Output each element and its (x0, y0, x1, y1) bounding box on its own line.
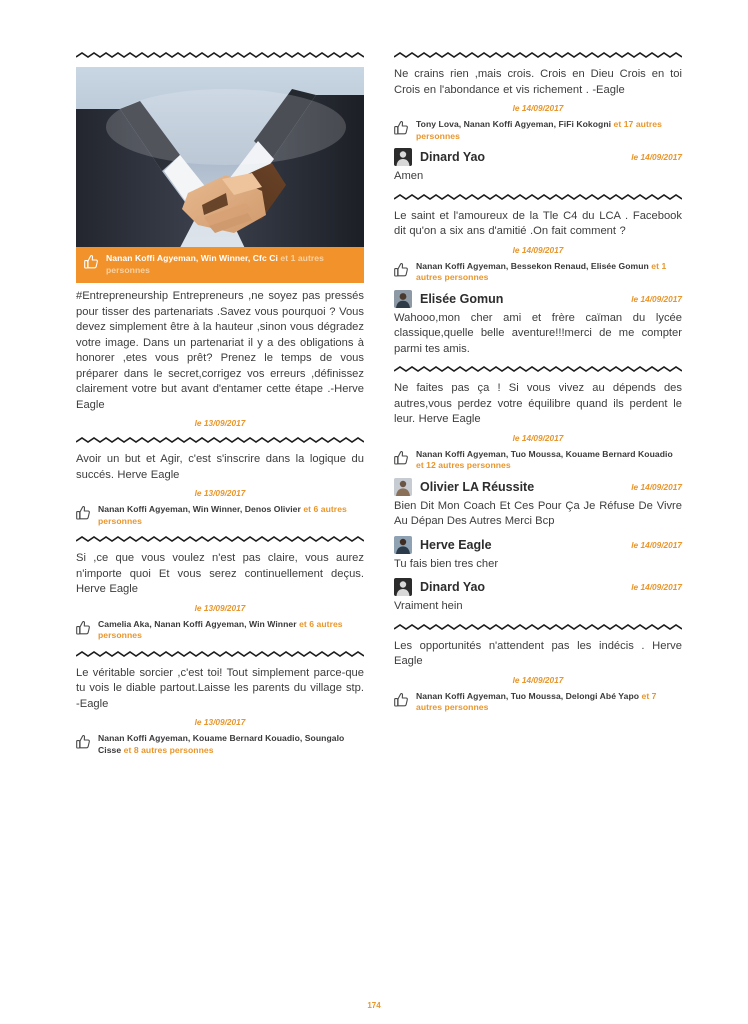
page-number: 174 (367, 1001, 381, 1010)
comment-text: Wahooo,mon cher ami et frère caïman du lycée classique,quelle belle aventure!!!merci de me compter parmi tes amis. (394, 311, 682, 355)
post-text: Le véritable sorcier ,c'est toi! Tout simplement parce-que tu vois le diable partout.Laisse les parents du village stp. -Eagle (76, 666, 364, 710)
comment (394, 478, 682, 530)
thumbs-up-icon (394, 692, 409, 708)
thumbs-up-icon (394, 262, 409, 278)
likes-row (76, 504, 364, 527)
post-date: le 14/09/2017 (512, 432, 564, 443)
post-text: #Entrepreneurship Entrepreneurs ,ne soyez pas pressés pour tisser des partenariats .Savez vous pourquoi ? Vous devez simplement être à la hauteur ,sinon vous dégradez votre image. Dans un partenariat il y a des obligations à honorer ,etes vous prêt? Prenez le temps de vous préparer dans le secret,corrigez vos erreurs ,définissez clairement votre but avant d'entamer cette étape .-Herve Eagle (76, 290, 364, 411)
post (394, 381, 682, 615)
likes-text (416, 261, 682, 284)
likes-more: et 7 autres personnes (416, 690, 657, 712)
thumbs-up-icon (76, 505, 91, 521)
comment-date: le 14/09/2017 (631, 152, 682, 162)
zigzag-divider (394, 193, 682, 202)
post-date: le 13/09/2017 (194, 488, 246, 498)
comment-text: Tu fais bien tres cher (394, 557, 499, 570)
post-date: le 13/09/2017 (194, 717, 246, 727)
likes-text (98, 504, 364, 527)
thumbs-up-icon (394, 120, 409, 136)
comment-author: Olivier LA Réussite (420, 479, 535, 494)
post-text: Ne faites pas ça ! Si vous vivez au dépends des autres,vous perdez votre équilibre quand ils perdent le leur. Herve Eagle (394, 382, 682, 425)
post-date: le 13/09/2017 (194, 418, 246, 428)
photo-likes-more: et 1 autres personnes (106, 253, 324, 275)
two-column-layout (76, 44, 682, 764)
likes-more: et 6 autres personnes (98, 618, 343, 640)
photo-likes-text (106, 253, 356, 276)
right-column (394, 44, 682, 722)
comment (394, 536, 682, 573)
likes-row (394, 691, 682, 714)
comment-date: le 14/09/2017 (631, 293, 682, 304)
post (394, 67, 682, 185)
left-column (76, 44, 364, 764)
comment-date: le 14/09/2017 (631, 539, 682, 550)
zigzag-divider (76, 650, 364, 659)
post-text: Les opportunités n'attendent pas les indécis . Herve Eagle (394, 639, 682, 667)
user-avatar-icon (394, 478, 412, 496)
likes-names: Camelia Aka, Nanan Koffi Agyeman, Win Winner (98, 618, 297, 629)
zigzag-divider (76, 51, 364, 60)
likes-text (98, 733, 364, 756)
post-text: Avoir un but et Agir, c'est s'inscrire dans la logique du succés. Herve Eagle (76, 453, 364, 481)
post-date: le 14/09/2017 (512, 103, 564, 113)
likes-text (416, 119, 682, 142)
likes-text (416, 691, 682, 714)
likes-more: et 12 autres personnes (416, 460, 511, 470)
comment-header (394, 536, 682, 554)
comment-author: Dinard Yao (420, 580, 486, 594)
handshake-photo (76, 67, 364, 283)
comment-header (394, 478, 682, 496)
thumbs-up-icon (394, 450, 409, 466)
thumbs-up-icon (84, 254, 99, 270)
user-avatar-icon (394, 578, 412, 596)
comment-author: Dinard Yao (420, 150, 486, 164)
comment-header (394, 148, 682, 166)
comment-header (394, 290, 682, 308)
zigzag-divider (394, 51, 682, 60)
post (76, 551, 364, 642)
likes-row (76, 733, 364, 756)
likes-text (98, 619, 364, 642)
likes-more: et 6 autres personnes (98, 504, 347, 526)
thumbs-up-icon (76, 620, 91, 636)
comment-author: Elisée Gomun (420, 291, 504, 306)
zigzag-divider (394, 365, 682, 374)
comment-date: le 14/09/2017 (631, 582, 682, 592)
comment-text: Amen (394, 170, 424, 182)
photo-likes-names: Nanan Koffi Agyeman, Win Winner, Cfc Ci (106, 253, 278, 263)
post-date: le 14/09/2017 (512, 244, 564, 255)
likes-names: Tony Lova, Nanan Koffi Agyeman, FiFi Kokogni (416, 119, 612, 129)
photo-post (76, 67, 364, 428)
likes-text (416, 449, 682, 472)
likes-row (76, 619, 364, 642)
comment (394, 148, 682, 185)
post-text: Ne crains rien ,mais crois. Crois en Dieu Crois en toi Crois en l'abondance et vis richement . -Eagle (394, 68, 682, 96)
thumbs-up-icon (76, 734, 91, 750)
comment-text: Vraiment hein (394, 600, 463, 612)
likes-names: Nanan Koffi Agyeman, Tuo Moussa, Delongi Abé Yapo (416, 690, 640, 701)
photo-likes-caption (76, 247, 364, 283)
comment-date: le 14/09/2017 (631, 481, 682, 492)
user-avatar-icon (394, 148, 412, 166)
post (394, 209, 682, 358)
likes-more: et 1 autres personnes (416, 260, 667, 282)
zigzag-divider (76, 436, 364, 445)
likes-row (394, 261, 682, 284)
post-text: Le saint et l'amoureux de la Tle C4 du LCA . Facebook dit qu'on a six ans d'amitié .On fait comment ? (394, 209, 682, 237)
comment-text: Bien Dit Mon Coach Et Ces Pour Ça Je Réfuse De Vivre Au Dépan Des Autres Merci Bcp (394, 499, 682, 527)
comment-header (394, 578, 682, 596)
likes-more: et 8 autres personnes (123, 744, 214, 755)
comment-author: Herve Eagle (420, 537, 492, 552)
post (76, 452, 364, 527)
likes-names: Nanan Koffi Agyeman, Kouame Bernard Kouadio, Soungalo Cisse (98, 733, 345, 755)
zigzag-divider (394, 623, 682, 632)
likes-names: Nanan Koffi Agyeman, Win Winner, Denos Olivier (98, 504, 301, 514)
post-date: le 14/09/2017 (512, 674, 564, 685)
post-text: Si ,ce que vous voulez n'est pas claire, vous aurez n'importe quoi Et vous serez continuellement deçus. Herve Eagle (76, 552, 364, 595)
comment (394, 578, 682, 615)
post (394, 639, 682, 714)
user-avatar-icon (394, 536, 412, 554)
user-avatar-icon (394, 290, 412, 308)
comment (394, 290, 682, 358)
likes-row (394, 119, 682, 142)
likes-row (394, 449, 682, 472)
likes-more: et 17 autres personnes (416, 119, 662, 141)
zigzag-divider (76, 535, 364, 544)
post (76, 666, 364, 757)
likes-names: Nanan Koffi Agyeman, Tuo Moussa, Kouame Bernard Kouadio (416, 448, 673, 459)
likes-names: Nanan Koffi Agyeman, Bessekon Renaud, Elisée Gomun (416, 260, 649, 271)
post-date: le 13/09/2017 (194, 602, 246, 613)
